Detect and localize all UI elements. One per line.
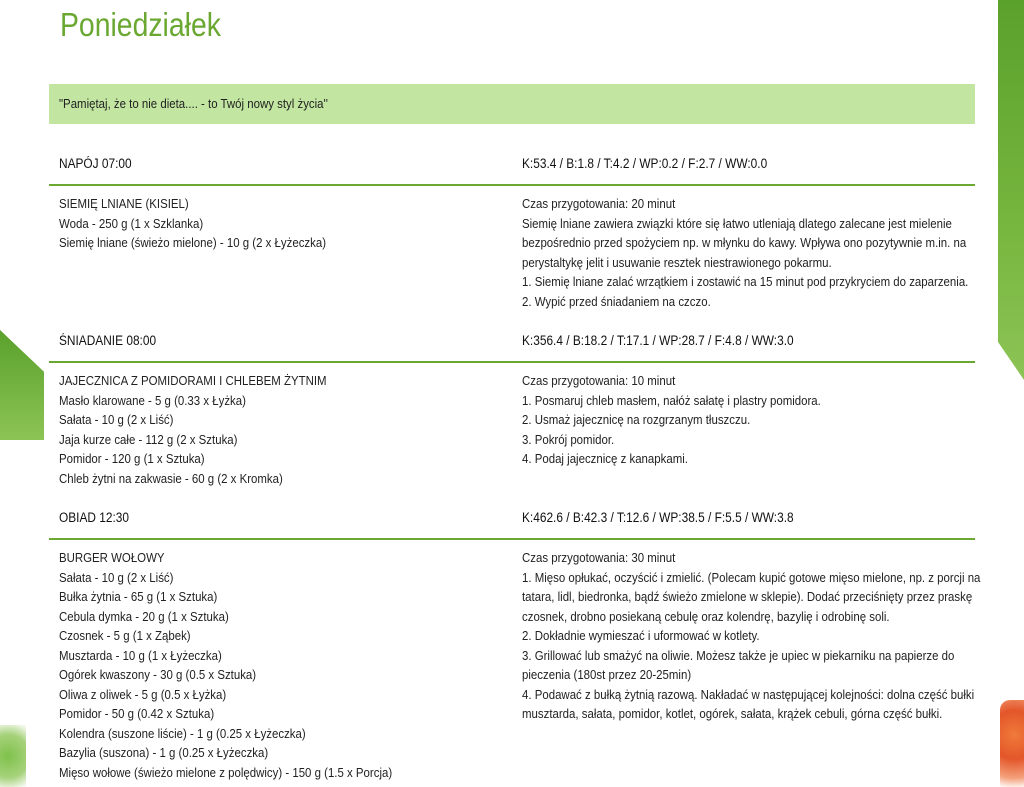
quote-banner bbox=[49, 84, 975, 124]
meal-macros: K:356.4 / B:18.2 / T:17.1 / WP:28.7 / F:4.8 / WW:3.0 bbox=[522, 333, 794, 348]
ingredient-item: Bułka żytnia - 65 g (1 x Sztuka) bbox=[59, 589, 218, 604]
ingredients-list bbox=[59, 194, 499, 253]
decorative-left-leaf-bottom bbox=[0, 725, 26, 787]
meal-body bbox=[49, 540, 981, 780]
ingredient-item: Sałata - 10 g (2 x Liść) bbox=[59, 569, 174, 585]
meal-time-label: ŚNIADANIE 08:00 bbox=[59, 333, 157, 348]
instruction-line: 3. Pokrój pomidor. bbox=[522, 431, 615, 447]
instruction-line bbox=[522, 469, 962, 489]
ingredient-item: Pomidor - 120 g (1 x Sztuka) bbox=[59, 451, 205, 466]
ingredients-list bbox=[59, 548, 499, 782]
instruction-line: 4. Podaj jajecznicę z kanapkami. bbox=[522, 451, 688, 466]
ingredient-item: Woda - 250 g (1 x Szklanka) bbox=[59, 215, 204, 231]
instruction-line: 2. Wypić przed śniadaniem na czczo. bbox=[522, 293, 711, 309]
ingredient-item: Czosnek - 5 g (1 x Ząbek) bbox=[59, 628, 191, 643]
ingredient-item: Oliwa z oliwek - 5 g (0.5 x Łyżka) bbox=[59, 686, 227, 702]
meal-time-label: OBIAD 12:30 bbox=[59, 510, 130, 525]
decorative-left-leaf bbox=[0, 330, 44, 440]
meal-header bbox=[49, 144, 975, 186]
dish-name: BURGER WOŁOWY bbox=[59, 550, 165, 565]
preparation bbox=[522, 371, 962, 488]
instruction-line: 3. Grillować lub smażyć na oliwie. Możesz także je upiec w piekarniku na papierze do bbox=[522, 647, 955, 663]
instruction-line: 2. Usmaż jajecznicę na rozgrzanym tłuszczu. bbox=[522, 412, 751, 427]
quote-text: "Pamiętaj, że to nie dieta.... - to Twój nowy styl życia'' bbox=[59, 96, 328, 111]
dish-name: JAJECZNICA Z POMIDORAMI I CHLEBEM ŻYTNIM bbox=[59, 373, 327, 388]
ingredient-item: Chleb żytni na zakwasie - 60 g (2 x Kromka) bbox=[59, 470, 283, 486]
preparation bbox=[522, 194, 969, 311]
instruction-line: perystaltykę jelit i usuwanie resztek niestrawionego pokarmu. bbox=[522, 254, 832, 270]
ingredient-item: Masło klarowane - 5 g (0.33 x Łyżka) bbox=[59, 392, 246, 408]
prep-time: Czas przygotowania: 10 minut bbox=[522, 373, 676, 388]
instruction-line: 2. Dokładnie wymieszać i uformować w kotlety. bbox=[522, 628, 760, 643]
ingredient-item: Mięso wołowe (świeżo mielone z polędwicy) - 150 g (1.5 x Porcja) bbox=[59, 764, 393, 780]
ingredient-item: Kolendra (suszone liście) - 1 g (0.25 x Łyżeczka) bbox=[59, 725, 306, 741]
page-title: Poniedziałek bbox=[60, 6, 221, 43]
prep-time: Czas przygotowania: 30 minut bbox=[522, 550, 676, 565]
instruction-line: musztarda, sałata, pomidor, kotlet, ogórek, sałata, krążek cebuli, górna część bułki. bbox=[522, 706, 943, 721]
instruction-line: 1. Siemię lniane zalać wrzątkiem i zostawić na 15 minut pod przykryciem do zaparzenia. bbox=[522, 274, 969, 289]
ingredient-item: Ogórek kwaszony - 30 g (0.5 x Sztuka) bbox=[59, 667, 257, 682]
meal-body bbox=[49, 363, 975, 498]
instruction-line: tatara, lidl, biedronka, bądź świeżo zmielone w sklepie). Dodać przeciśnięty przez praskę bbox=[522, 589, 973, 604]
meal-plan bbox=[49, 144, 981, 780]
instruction-line: 1. Mięso opłukać, oczyścić i zmielić. (Polecam kupić gotowe mięso mielone, np. z porcji na bbox=[522, 569, 981, 585]
meal-header bbox=[49, 498, 975, 540]
meal-header bbox=[49, 321, 975, 363]
ingredient-item: Cebula dymka - 20 g (1 x Sztuka) bbox=[59, 608, 229, 624]
ingredient-item: Sałata - 10 g (2 x Liść) bbox=[59, 412, 174, 427]
meal-macros: K:462.6 / B:42.3 / T:12.6 / WP:38.5 / F:5.5 / WW:3.8 bbox=[522, 510, 794, 525]
ingredients-list bbox=[59, 371, 499, 488]
ingredient-item: Pomidor - 50 g (0.42 x Sztuka) bbox=[59, 706, 215, 721]
instruction-line: 1. Posmaruj chleb masłem, nałóż sałatę i plastry pomidora. bbox=[522, 392, 821, 408]
instruction-line: bezpośrednio przed spożyciem np. w młynku do kawy. Wpływa ono pozytywnie m.in. na bbox=[522, 235, 967, 250]
meal-time-label: NAPÓJ 07:00 bbox=[59, 156, 132, 171]
instruction-line: pieczenia (180st przez 20-25min) bbox=[522, 667, 692, 682]
instruction-line: Siemię lniane zawiera związki które się łatwo utleniają dlatego zalecane jest mielenie bbox=[522, 215, 952, 231]
dish-name: SIEMIĘ LNIANE (KISIEL) bbox=[59, 196, 189, 211]
decorative-right-leaf bbox=[998, 0, 1024, 380]
meal-body bbox=[49, 186, 975, 321]
instruction-line: 4. Podawać z bułką żytnią razową. Nakładać w następującej kolejności: dolna część bułki bbox=[522, 686, 975, 702]
preparation bbox=[522, 548, 981, 724]
prep-time: Czas przygotowania: 20 minut bbox=[522, 196, 676, 211]
ingredient-item: Bazylia (suszona) - 1 g (0.25 x Łyżeczka) bbox=[59, 745, 269, 760]
instruction-line: czosnek, drobno posiekaną cebulę oraz kolendrę, bazylię i odrobinę soli. bbox=[522, 608, 890, 624]
ingredient-item: Jaja kurze całe - 112 g (2 x Sztuka) bbox=[59, 431, 238, 447]
ingredient-item: Musztarda - 10 g (1 x Łyżeczka) bbox=[59, 647, 222, 663]
ingredient-item: Siemię lniane (świeżo mielone) - 10 g (2 x Łyżeczka) bbox=[59, 235, 327, 250]
meal-macros: K:53.4 / B:1.8 / T:4.2 / WP:0.2 / F:2.7 / WW:0.0 bbox=[522, 156, 768, 171]
decorative-tomato-image bbox=[1000, 700, 1024, 787]
